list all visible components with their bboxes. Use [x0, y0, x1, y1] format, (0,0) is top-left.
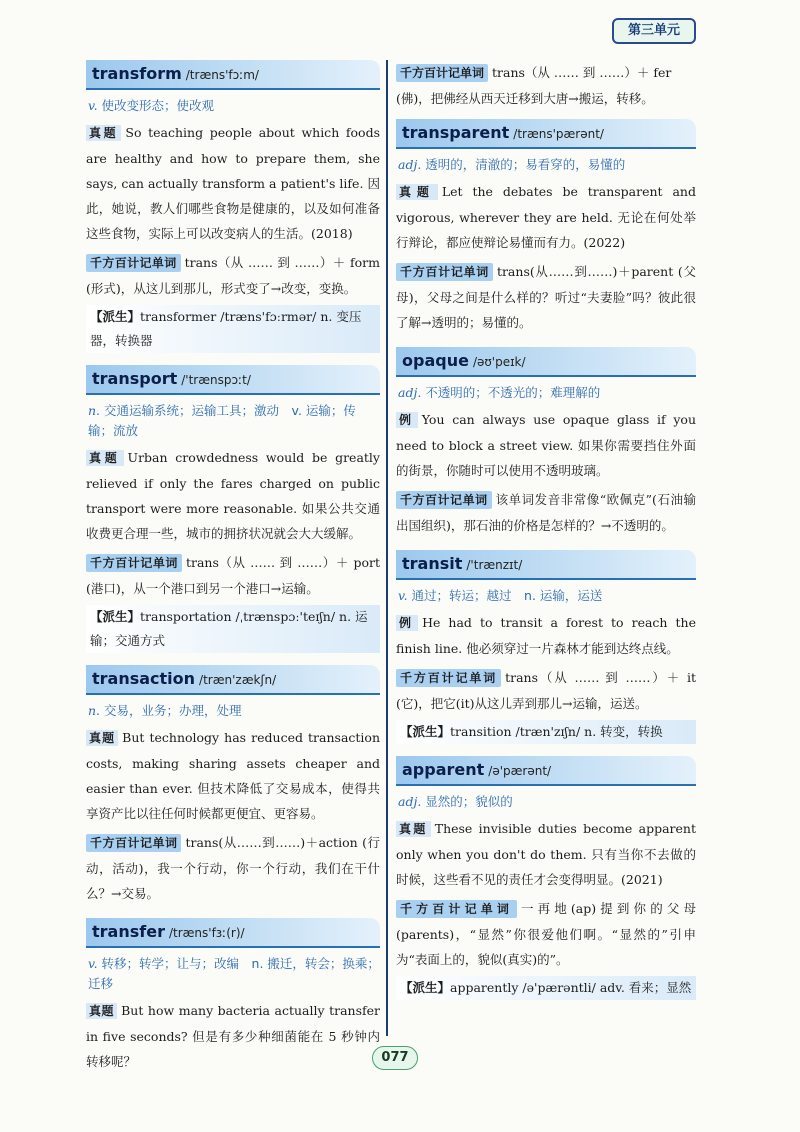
memory-tip: 千方百计记单词 该单词发音非常像“欧佩克”(石油输出国组织)，那石油的价格是怎样的？→不透明的。	[396, 492, 696, 533]
entry-apparent	[396, 756, 696, 1000]
phonetic: /træns'pærənt/	[513, 127, 604, 141]
entry-transform	[86, 60, 380, 353]
entry-transit	[396, 550, 696, 744]
example: 真题 These invisible duties become apparent only when you don't do them. 只有当你不去做的时候，这些看不见的责任才会变得明显。(2021)	[396, 821, 696, 887]
definition: v. 使改变形态；使改观	[88, 98, 215, 113]
word-header	[86, 365, 380, 395]
continuation-memory-tip: 千方百计记单词 trans（从 …… 到 ……）＋ fer (佛)，把佛经从西天迁移到大唐→搬运，转移。	[396, 65, 672, 106]
headword: transparent /træns'pærənt/	[402, 123, 604, 142]
word-header	[86, 665, 380, 695]
phonetic: /əʊ'peɪk/	[472, 355, 526, 369]
entry-transparent	[396, 119, 696, 335]
entry-transaction	[86, 665, 380, 906]
memory-tip: 千方百计记单词 trans(从……到……)＋parent (父母)，父母之间是什么样的？听过“夫妻脸”吗？彼此很了解→透明的；易懂的。	[396, 264, 696, 330]
entry-opaque	[396, 347, 696, 538]
word-header	[396, 550, 696, 580]
definition: v. 通过；转运；越过 n. 运输，运送	[398, 588, 603, 603]
example: 真题 So teaching people about which foods are healthy and how to prepare them, she says, can actually transform a patient's life. 因此，她说，教人们哪些食物是健康的，以及如何准备这些食物，实际上可以改变病人的生活。(2018)	[86, 125, 380, 241]
definition: adj. 透明的，清澈的；易看穿的，易懂的	[398, 157, 626, 172]
phonetic: /ə'pærənt/	[488, 764, 552, 778]
memory-tip: 千方百计记单词 trans（从 …… 到 ……）＋ it (它)，把它(it)从这儿弄到那儿→运输，运送。	[396, 670, 696, 711]
headword: transport /'trænspɔːt/	[92, 369, 251, 388]
word-header	[396, 119, 696, 149]
headword: transit /'trænzɪt/	[402, 554, 523, 573]
unit-tab: 第三单元	[612, 18, 696, 44]
example: 例 You can always use opaque glass if you need to block a street view. 如果你需要挡住外面的街景，你随时可以使用不透明玻璃。	[396, 412, 696, 478]
derivative: 【派生】transportation /ˌtrænspɔː'teɪʃn/ n. 运输；交通方式	[86, 605, 380, 653]
entry-transfer	[86, 918, 380, 1074]
word-header	[396, 347, 696, 377]
headword: transform /træns'fɔːm/	[92, 64, 259, 83]
derivative: 【派生】transition /træn'zɪʃn/ n. 转变，转换	[396, 720, 696, 744]
example: 真题 But how many bacteria actually transfer in five seconds? 但是有多少种细菌能在 5 秒钟内转移呢？	[86, 1003, 380, 1069]
headword: apparent /ə'pærənt/	[402, 760, 552, 779]
phonetic: /'trænzɪt/	[466, 558, 523, 572]
definition: adj. 显然的；貌似的	[398, 794, 513, 809]
page-number: 077	[372, 1046, 418, 1070]
example: 真题 Let the debates be transparent and vigorous, wherever they are held. 无论在何处举行辩论，都应使辩论易懂而有力。(2022)	[396, 184, 696, 250]
column-divider	[386, 60, 388, 1036]
word-header	[396, 756, 696, 786]
headword: opaque /əʊ'peɪk/	[402, 351, 526, 370]
word-header	[86, 918, 380, 948]
memory-tip: 千方百计记单词 trans（从 …… 到 ……）＋ port (港口)，从一个港口到另一个港口→运输。	[86, 555, 380, 596]
definition: adj. 不透明的；不透光的；难理解的	[398, 385, 601, 400]
phonetic: /træns'fɔːm/	[185, 68, 259, 82]
headword: transaction /træn'zækʃn/	[92, 669, 277, 688]
memory-tip: 千方百计记单词 trans（从 …… 到 ……）＋ form (形式)，从这儿到那儿，形式变了→改变，变换。	[86, 255, 380, 296]
right-column	[396, 60, 696, 1012]
left-column	[86, 60, 380, 1086]
memory-tip: 千方百计记单词 一再地(ap)提到你的父母(parents)，“显然”你很爱他们啊。“显然的”引申为“表面上的，貌似(真实)的”。	[396, 901, 696, 967]
entry-transport	[86, 365, 380, 653]
derivative: 【派生】apparently /ə'pærəntli/ adv. 看来；显然	[396, 976, 696, 1000]
word-header	[86, 60, 380, 90]
example: 例 He had to transit a forest to reach the finish line. 他必须穿过一片森林才能到达终点线。	[396, 615, 696, 656]
headword: transfer /træns'fɜː(r)/	[92, 922, 245, 941]
example: 真题 Urban crowdedness would be greatly relieved if only the fares charged on public transport were more reasonable. 如果公共交通收费更合理一些，城市的拥挤状况就会大大缓解。	[86, 450, 380, 541]
definition: n. 交易，业务；办理，处理	[88, 703, 242, 718]
memory-tip: 千方百计记单词 trans(从……到……)＋action (行动，活动)，我一个行动，你一个行动，我们在干什么？→交易。	[86, 835, 380, 901]
definition: n. 交通运输系统；运输工具；激动 v. 运输；传输；流放	[88, 403, 356, 438]
example: 真题 But technology has reduced transaction costs, making sharing assets cheaper and easier than ever. 但技术降低了交易成本，使得共享资产比以往任何时候都更便宜、更容易。	[86, 730, 380, 821]
derivative: 【派生】transformer /træns'fɔːrmər/ n. 变压器，转换器	[86, 305, 380, 353]
phonetic: /træns'fɜː(r)/	[168, 926, 245, 940]
phonetic: /træn'zækʃn/	[199, 673, 277, 687]
phonetic: /'trænspɔːt/	[181, 373, 251, 387]
definition: v. 转移；转学；让与；改编 n. 搬迁，转会；换乘；迁移	[88, 956, 380, 991]
